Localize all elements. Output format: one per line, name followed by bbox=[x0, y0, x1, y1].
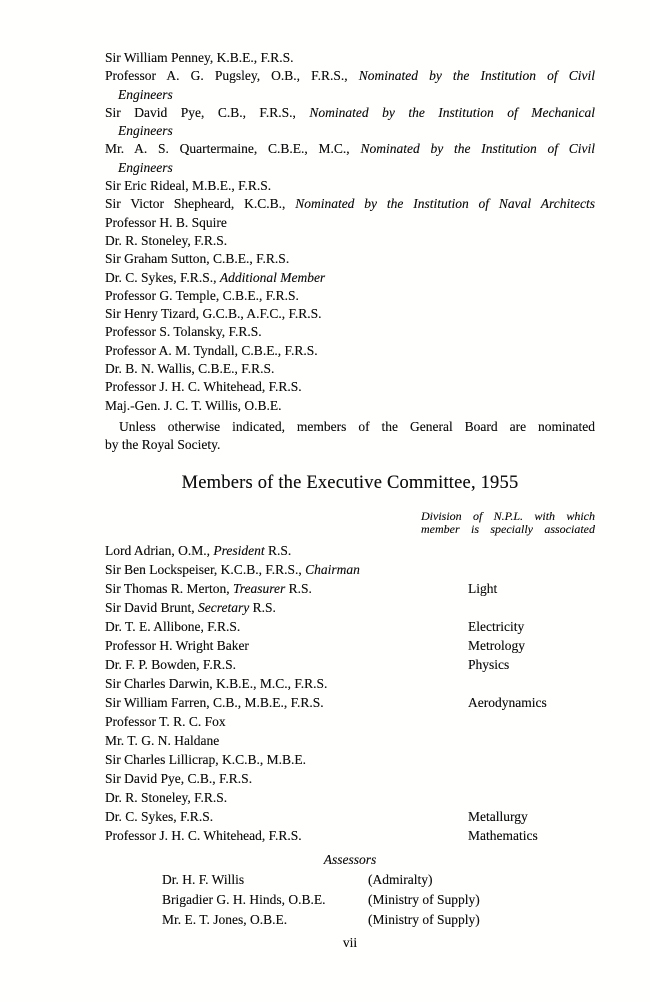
text-segment: Sir Thomas R. Merton, bbox=[105, 581, 233, 597]
text-segment: Professor A. G. Pugsley, O.B., F.R.S., bbox=[105, 68, 359, 84]
committee-member-row bbox=[105, 655, 595, 674]
board-member-line bbox=[105, 177, 595, 195]
note-line bbox=[105, 436, 595, 454]
member-name bbox=[105, 600, 276, 615]
member-name bbox=[105, 562, 360, 577]
member-name bbox=[105, 733, 219, 748]
board-member-entry bbox=[105, 250, 595, 268]
member-name bbox=[105, 695, 324, 710]
assessor-row bbox=[105, 910, 595, 930]
committee-member-row bbox=[105, 636, 595, 655]
board-member-line bbox=[105, 305, 595, 323]
italic-text-segment: Treasurer bbox=[233, 581, 286, 597]
board-member-entry bbox=[105, 232, 595, 250]
page-content bbox=[105, 49, 595, 953]
board-member-line bbox=[105, 269, 595, 287]
member-name bbox=[105, 752, 306, 767]
division-label: Aerodynamics bbox=[468, 695, 547, 711]
italic-text-segment: Additional Member bbox=[219, 269, 326, 285]
board-member-entry bbox=[105, 214, 595, 232]
text-segment: Dr. R. Stoneley, F.R.S. bbox=[105, 790, 228, 806]
board-member-line bbox=[105, 49, 595, 67]
text-segment: R.S. bbox=[285, 581, 312, 597]
member-name bbox=[105, 828, 302, 843]
committee-member-row bbox=[105, 693, 595, 712]
board-member-entry bbox=[105, 342, 595, 360]
assessor-row bbox=[105, 870, 595, 890]
page-number: vii bbox=[342, 935, 358, 951]
text-segment: Mr. T. G. N. Haldane bbox=[105, 733, 220, 749]
division-note-line: member is specially associated bbox=[421, 522, 595, 537]
member-name bbox=[105, 657, 236, 672]
board-member-line bbox=[105, 287, 595, 305]
board-member-line bbox=[105, 214, 595, 232]
committee-member-row bbox=[105, 674, 595, 693]
text-segment: Professor H. Wright Baker bbox=[105, 638, 249, 654]
board-member-line bbox=[105, 140, 595, 158]
board-member-line bbox=[105, 378, 595, 396]
member-name bbox=[105, 676, 327, 691]
board-member-line bbox=[105, 122, 595, 140]
assessors-heading: Assessors bbox=[323, 852, 377, 868]
member-name bbox=[105, 809, 213, 824]
assessor-organisation: (Ministry of Supply) bbox=[368, 892, 480, 908]
italic-text-segment: President bbox=[213, 543, 265, 559]
assessor-organisation: (Ministry of Supply) bbox=[368, 912, 480, 928]
board-member-line bbox=[105, 360, 595, 378]
assessor-name: Brigadier G. H. Hinds, O.B.E. bbox=[162, 892, 326, 908]
text-segment: Professor G. Temple, C.B.E., F.R.S. bbox=[105, 287, 299, 303]
italic-text-segment: Secretary bbox=[198, 600, 250, 616]
italic-text-segment: Nominated by the Institution of Civil bbox=[360, 141, 596, 157]
text-segment: Dr. F. P. Bowden, F.R.S. bbox=[105, 657, 236, 673]
text-segment: Sir David Brunt, bbox=[105, 600, 198, 616]
assessor-name: Dr. H. F. Willis bbox=[162, 872, 245, 888]
text-segment: Professor S. Tolansky, F.R.S. bbox=[105, 324, 262, 340]
text-segment: Dr. R. Stoneley, F.R.S. bbox=[105, 232, 228, 248]
text-segment: Sir William Penney, K.B.E., F.R.S. bbox=[105, 50, 294, 65]
text-segment: Professor A. M. Tyndall, C.B.E., F.R.S. bbox=[105, 342, 318, 358]
general-board-member-list bbox=[105, 49, 595, 415]
text-segment: Professor T. R. C. Fox bbox=[105, 714, 226, 730]
text-segment: by the Royal Society. bbox=[105, 437, 221, 453]
board-member-line bbox=[105, 67, 595, 85]
text-segment: Sir Ben Lockspeiser, K.C.B., F.R.S., bbox=[105, 562, 306, 578]
division-label: Metrology bbox=[468, 638, 525, 654]
board-member-entry bbox=[105, 269, 595, 287]
board-member-line bbox=[105, 86, 595, 104]
division-note-line: Division of N.P.L. with which bbox=[421, 508, 595, 523]
member-name bbox=[105, 771, 252, 786]
division-label: Mathematics bbox=[468, 828, 538, 844]
text-segment: Mr. A. S. Quartermaine, C.B.E., M.C., bbox=[105, 141, 361, 157]
board-member-entry bbox=[105, 49, 595, 67]
board-member-entry bbox=[105, 360, 595, 378]
text-segment: Sir Eric Rideal, M.B.E., F.R.S. bbox=[105, 178, 272, 194]
committee-member-row bbox=[105, 731, 595, 750]
text-segment: Dr. C. Sykes, F.R.S., bbox=[105, 269, 220, 285]
text-segment: Sir William Farren, C.B., M.B.E., F.R.S. bbox=[105, 695, 324, 711]
committee-member-row bbox=[105, 560, 595, 579]
board-member-line bbox=[105, 159, 595, 177]
board-member-line bbox=[105, 342, 595, 360]
committee-member-row bbox=[105, 826, 595, 845]
committee-member-row bbox=[105, 541, 595, 560]
division-label: Light bbox=[468, 581, 498, 597]
member-name bbox=[105, 619, 240, 634]
member-name bbox=[105, 581, 312, 596]
board-member-line bbox=[105, 195, 595, 213]
board-member-entry bbox=[105, 67, 595, 104]
italic-text-segment: Nominated by the Institution of Mechanical bbox=[309, 104, 595, 120]
board-member-entry bbox=[105, 323, 595, 341]
assessor-organisation: (Admiralty) bbox=[368, 872, 433, 888]
member-name bbox=[105, 543, 291, 558]
member-name bbox=[105, 638, 249, 653]
assessor-name: Mr. E. T. Jones, O.B.E. bbox=[162, 912, 288, 928]
text-segment: R.S. bbox=[249, 600, 276, 616]
section-heading: Members of the Executive Committee, 1955 bbox=[181, 472, 519, 493]
division-label: Electricity bbox=[468, 619, 525, 635]
board-member-entry bbox=[105, 140, 595, 177]
committee-member-row bbox=[105, 598, 595, 617]
text-segment: Professor J. H. C. Whitehead, F.R.S. bbox=[105, 828, 302, 844]
text-segment: Sir Victor Shepheard, K.C.B., bbox=[105, 196, 296, 212]
text-segment: Dr. T. E. Allibone, F.R.S. bbox=[105, 619, 241, 635]
board-member-line bbox=[105, 232, 595, 250]
board-member-entry bbox=[105, 305, 595, 323]
assessor-row bbox=[105, 890, 595, 910]
committee-member-row bbox=[105, 750, 595, 769]
text-segment: Dr. C. Sykes, F.R.S. bbox=[105, 809, 214, 825]
board-member-entry bbox=[105, 378, 595, 396]
committee-member-row bbox=[105, 712, 595, 731]
note-line bbox=[105, 418, 595, 436]
assessors-section bbox=[105, 850, 595, 930]
committee-member-row bbox=[105, 769, 595, 788]
board-member-line bbox=[105, 323, 595, 341]
member-name bbox=[105, 714, 226, 729]
division-label: Metallurgy bbox=[468, 809, 528, 825]
text-segment: Lord Adrian, O.M., bbox=[105, 543, 214, 559]
board-member-entry bbox=[105, 104, 595, 141]
board-member-line bbox=[105, 104, 595, 122]
assessors-list bbox=[105, 870, 595, 930]
general-board-note bbox=[105, 418, 595, 455]
italic-text-segment: Engineers bbox=[118, 86, 173, 102]
text-segment: Professor H. B. Squire bbox=[105, 214, 227, 230]
executive-committee-list bbox=[105, 541, 595, 845]
member-name bbox=[105, 790, 227, 805]
text-segment: Dr. B. N. Wallis, C.B.E., F.R.S. bbox=[105, 361, 275, 377]
division-column-note bbox=[421, 510, 595, 538]
text-segment: Maj.-Gen. J. C. T. Willis, O.B.E. bbox=[105, 397, 282, 413]
text-segment: Unless otherwise indicated, members of the General Board are nominated bbox=[119, 418, 595, 434]
committee-member-row bbox=[105, 617, 595, 636]
text-segment: R.S. bbox=[264, 543, 292, 559]
board-member-entry bbox=[105, 195, 595, 213]
board-member-line bbox=[105, 250, 595, 268]
text-segment: Sir Henry Tizard, G.C.B., A.F.C., F.R.S. bbox=[105, 306, 322, 322]
committee-member-row bbox=[105, 807, 595, 826]
board-member-line bbox=[105, 397, 595, 415]
text-segment: Sir David Pye, C.B., F.R.S., bbox=[105, 104, 310, 120]
board-member-entry bbox=[105, 287, 595, 305]
text-segment: Sir Charles Lillicrap, K.C.B., M.B.E. bbox=[105, 752, 306, 768]
division-label: Physics bbox=[468, 657, 510, 673]
italic-text-segment: Chairman bbox=[305, 562, 360, 578]
text-segment: Sir David Pye, C.B., F.R.S. bbox=[105, 771, 253, 787]
board-member-entry bbox=[105, 397, 595, 415]
committee-member-row bbox=[105, 788, 595, 807]
italic-text-segment: Engineers bbox=[118, 159, 173, 175]
italic-text-segment: Nominated by the Institution of Naval Architects bbox=[295, 196, 595, 212]
italic-text-segment: Nominated by the Institution of Civil bbox=[358, 68, 595, 84]
italic-text-segment: Engineers bbox=[118, 123, 173, 139]
board-member-entry bbox=[105, 177, 595, 195]
committee-member-row bbox=[105, 579, 595, 598]
text-segment: Professor J. H. C. Whitehead, F.R.S. bbox=[105, 379, 302, 395]
text-segment: Sir Charles Darwin, K.B.E., M.C., F.R.S. bbox=[105, 676, 328, 692]
text-segment: Sir Graham Sutton, C.B.E., F.R.S. bbox=[105, 251, 290, 267]
